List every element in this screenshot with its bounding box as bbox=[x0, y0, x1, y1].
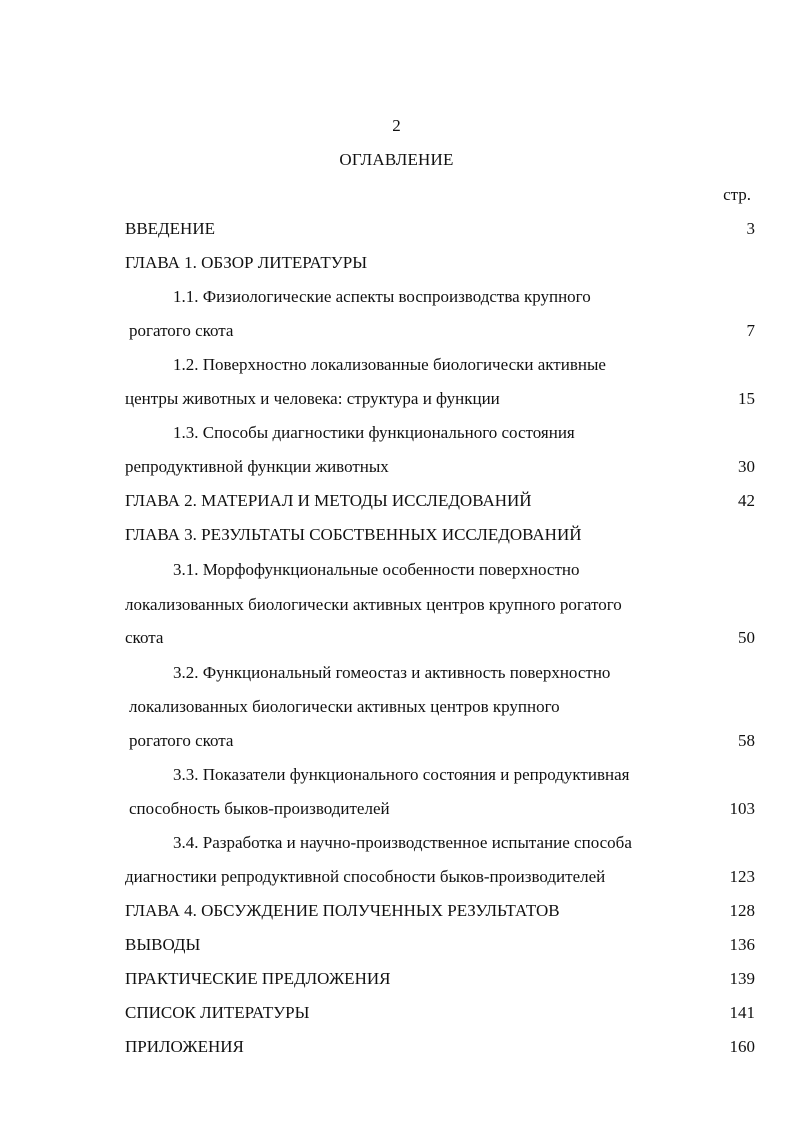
toc-entry-page: 50 bbox=[738, 628, 755, 647]
toc-entry-page: 3 bbox=[746, 219, 755, 238]
page-number: 2 bbox=[392, 116, 401, 135]
toc-entry-page: 58 bbox=[738, 731, 755, 750]
toc-entry-text: скота bbox=[125, 628, 164, 647]
toc-entry-text: локализованных биологически активных центров крупного рогатого bbox=[125, 595, 622, 614]
toc-entry-text: 3.2. Функциональный гомеостаз и активность поверхностно bbox=[173, 663, 611, 682]
toc-entry-text: ВЫВОДЫ bbox=[125, 935, 201, 954]
toc-entry bbox=[125, 387, 755, 411]
toc-entry bbox=[125, 763, 755, 787]
toc-entry-page: 7 bbox=[746, 321, 755, 340]
page-title: ОГЛАВЛЕНИЕ bbox=[339, 150, 454, 169]
toc-entry-text: 1.2. Поверхностно локализованные биологически активные bbox=[173, 355, 606, 374]
toc-entry-text: ГЛАВА 3. РЕЗУЛЬТАТЫ СОБСТВЕННЫХ ИССЛЕДОВАНИЙ bbox=[125, 525, 582, 544]
toc-entry-page: 123 bbox=[729, 867, 755, 886]
toc-entry-text: 3.1. Морфофункциональные особенности поверхностно bbox=[173, 560, 580, 579]
toc-entry-text: ВВЕДЕНИЕ bbox=[125, 219, 215, 238]
toc-entry-page: 141 bbox=[729, 1003, 755, 1022]
toc-entry-page: 30 bbox=[738, 457, 755, 476]
toc-entry bbox=[125, 967, 755, 991]
toc-entry-text: ГЛАВА 2. МАТЕРИАЛ И МЕТОДЫ ИССЛЕДОВАНИЙ bbox=[125, 491, 532, 510]
toc-entry-text: рогатого скота bbox=[129, 321, 234, 340]
toc-entry bbox=[125, 251, 755, 275]
toc-entry bbox=[125, 489, 755, 513]
toc-entry-text: способность быков-производителей bbox=[129, 799, 390, 818]
toc-entry-text: ПРИЛОЖЕНИЯ bbox=[125, 1037, 244, 1056]
toc-entry-page: 128 bbox=[729, 901, 755, 920]
toc-entry-page: 103 bbox=[729, 799, 755, 818]
toc-entry-text: репродуктивной функции животных bbox=[125, 457, 389, 476]
toc-entry-text: 1.3. Способы диагностики функционального состояния bbox=[173, 423, 575, 442]
toc-entry-text: ПРАКТИЧЕСКИЕ ПРЕДЛОЖЕНИЯ bbox=[125, 969, 391, 988]
toc-entry bbox=[125, 353, 755, 377]
toc-entry-page: 160 bbox=[729, 1037, 755, 1056]
toc-entry bbox=[125, 933, 755, 957]
toc-entry-page: 15 bbox=[738, 389, 755, 408]
toc-entry-text: 3.3. Показатели функционального состояния и репродуктивная bbox=[173, 765, 630, 784]
toc-entry-text: ГЛАВА 4. ОБСУЖДЕНИЕ ПОЛУЧЕННЫХ РЕЗУЛЬТАТОВ bbox=[125, 901, 560, 920]
toc-entry bbox=[125, 1001, 755, 1025]
toc-entry bbox=[125, 523, 755, 547]
toc-entry bbox=[125, 285, 755, 309]
toc-entry-text: СПИСОК ЛИТЕРАТУРЫ bbox=[125, 1003, 310, 1022]
toc-entry-text: ГЛАВА 1. ОБЗОР ЛИТЕРАТУРЫ bbox=[125, 253, 368, 272]
page-column-label: стр. bbox=[723, 185, 751, 204]
toc-entry bbox=[125, 455, 755, 479]
toc-entry-text: рогатого скота bbox=[129, 731, 234, 750]
toc-entry bbox=[125, 626, 755, 650]
toc-entry bbox=[125, 421, 755, 445]
toc-entry bbox=[125, 1035, 755, 1059]
toc-entry-page: 42 bbox=[738, 491, 755, 510]
toc-entry bbox=[125, 865, 755, 889]
toc-entry bbox=[125, 729, 755, 753]
toc-entry bbox=[125, 319, 755, 343]
toc-entry-text: 1.1. Физиологические аспекты воспроизводства крупного bbox=[173, 287, 591, 306]
toc-entry bbox=[125, 899, 755, 923]
toc-entry-text: центры животных и человека: структура и функции bbox=[125, 389, 500, 408]
toc-entry bbox=[125, 831, 755, 855]
toc-entry-text: диагностики репродуктивной способности быков-производителей bbox=[125, 867, 606, 886]
toc-entry-text: 3.4. Разработка и научно-производственное испытание способа bbox=[173, 833, 632, 852]
toc-entry-text: локализованных биологически активных центров крупного bbox=[129, 697, 560, 716]
toc-entry bbox=[125, 797, 755, 821]
toc-entry bbox=[125, 217, 755, 241]
toc-entry bbox=[125, 558, 755, 582]
toc-entry-page: 136 bbox=[729, 935, 755, 954]
toc-entry bbox=[125, 661, 755, 685]
toc-entry bbox=[125, 695, 755, 719]
toc-entry-page: 139 bbox=[729, 969, 755, 988]
toc-entry bbox=[125, 593, 755, 617]
